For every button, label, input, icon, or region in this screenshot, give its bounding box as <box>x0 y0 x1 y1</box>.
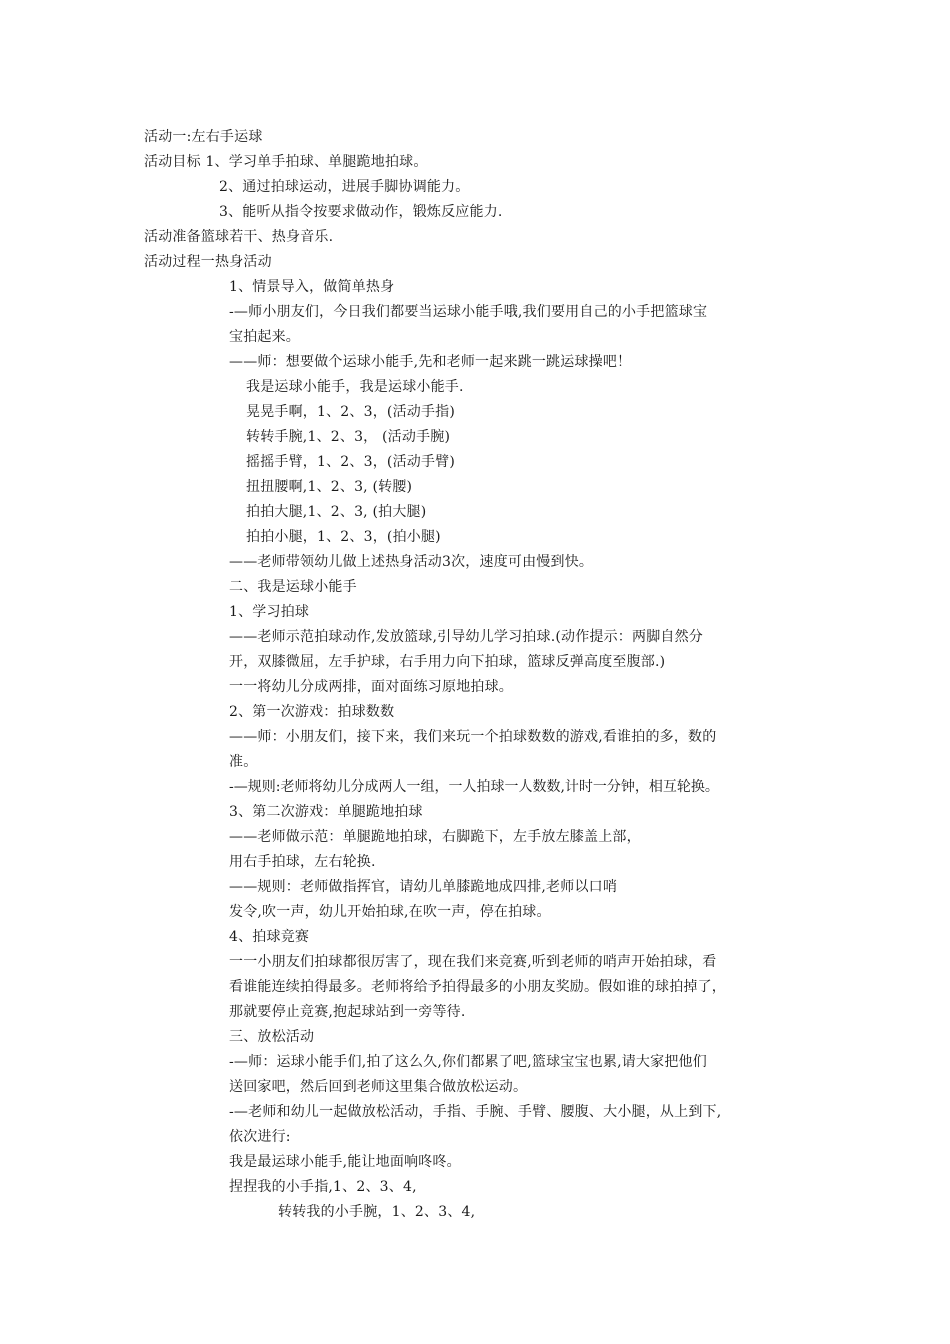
chant-line: 拍拍小腿，1、2、3，(拍小腿) <box>246 529 441 545</box>
paragraph-line: 送回家吧，然后回到老师这里集合做放松运动。 <box>229 1079 528 1095</box>
chant-line: 我是运球小能手，我是运球小能手. <box>246 379 464 395</box>
chant-line: 扭扭腰啊,1、2、3, (转腰) <box>246 479 413 495</box>
paragraph-line: -—规则:老师将幼儿分成两人一组，一人拍球一人数数,计时一分钟，相互轮换。 <box>229 779 719 795</box>
paragraph-line: 准。 <box>229 754 258 770</box>
paragraph-line: 用右手拍球，左右轮换. <box>229 854 376 870</box>
paragraph-line: 一一将幼儿分成两排，面对面练习原地拍球。 <box>229 679 513 695</box>
paragraph-line: 捏捏我的小手指,1、2、3、4, <box>229 1179 417 1195</box>
paragraph-line: ——老师带领幼儿做上述热身活动3次，速度可由慢到快。 <box>229 554 594 570</box>
paragraph-line: 一一小朋友们拍球都很厉害了，现在我们来竞赛,听到老师的哨声开始拍球，看 <box>229 954 717 970</box>
chant-line: 拍拍大腿,1、2、3, (拍大腿) <box>246 504 427 520</box>
chant-line: 摇摇手臂，1、2、3，(活动手臂) <box>246 454 456 470</box>
goal-line-3: 3、能听从指令按要求做动作，锻炼反应能力. <box>219 204 503 220</box>
subsection-title: 4、拍球竞赛 <box>229 929 310 945</box>
paragraph-line: 转转我的小手腕，1、2、3、4, <box>278 1204 476 1220</box>
chant-line: 晃晃手啊，1、2、3，(活动手指) <box>246 404 456 420</box>
paragraph-line: ——老师示范拍球动作,发放篮球,引导幼儿学习拍球.(动作提示：两脚自然分 <box>229 629 704 645</box>
preparation-line: 活动准备篮球若干、热身音乐. <box>144 229 334 245</box>
paragraph-line: ——老师做示范：单腿跪地拍球，右脚跪下，左手放左膝盖上部， <box>229 829 641 845</box>
paragraph-line: -—老师和幼儿一起做放松活动，手指、手腕、手臂、腰腹、大小腿，从上到下, <box>229 1104 722 1120</box>
paragraph-line: 我是最运球小能手,能让地面响咚咚。 <box>229 1154 461 1170</box>
paragraph-line: -—师：运球小能手们,拍了这么久,你们都累了吧,篮球宝宝也累,请大家把他们 <box>229 1054 707 1070</box>
paragraph-line: ——师：小朋友们，接下来，我们来玩一个拍球数数的游戏,看谁拍的多，数的 <box>229 729 717 745</box>
chant-line: 转转手腕,1、2、3， (活动手腕) <box>246 429 451 445</box>
paragraph-line: 那就要停止竞赛,抱起球站到一旁等待. <box>229 1004 466 1020</box>
paragraph-line: 发令,吹一声，幼儿开始拍球,在吹一声，停在拍球。 <box>229 904 551 920</box>
paragraph-line: ——师：想要做个运球小能手,先和老师一起来跳一跳运球操吧！ <box>229 354 632 370</box>
paragraph-line: ——规则：老师做指挥官，请幼儿单膝跪地成四排,老师以口哨 <box>229 879 618 895</box>
section-2-heading: 二、我是运球小能手 <box>229 579 357 595</box>
activity-title: 活动一:左右手运球 <box>144 129 263 145</box>
paragraph-line: 宝拍起来。 <box>229 329 300 345</box>
process-line: 活动过程一热身活动 <box>144 254 272 270</box>
section-1-title: 1、情景导入，做简单热身 <box>229 279 395 295</box>
paragraph-line: 依次进行: <box>229 1129 291 1145</box>
paragraph-line: 看谁能连续拍得最多。老师将给予拍得最多的小朋友奖励。假如谁的球拍掉了， <box>229 979 726 995</box>
subsection-title: 3、第二次游戏：单腿跪地拍球 <box>229 804 423 820</box>
subsection-title: 1、学习拍球 <box>229 604 310 620</box>
paragraph-line: 开，双膝微屈，左手护球，右手用力向下拍球，篮球反弹高度至腹部.) <box>229 654 666 670</box>
paragraph-line: -—师小朋友们，今日我们都要当运球小能手哦,我们要用自己的小手把篮球宝 <box>229 304 708 320</box>
subsection-title: 2、第一次游戏：拍球数数 <box>229 704 395 720</box>
goal-line-1: 活动目标 1、学习单手拍球、单腿跪地拍球。 <box>144 154 428 170</box>
section-3-heading: 三、放松活动 <box>229 1029 315 1045</box>
goal-line-2: 2、通过拍球运动，进展手脚协调能力。 <box>219 179 470 195</box>
